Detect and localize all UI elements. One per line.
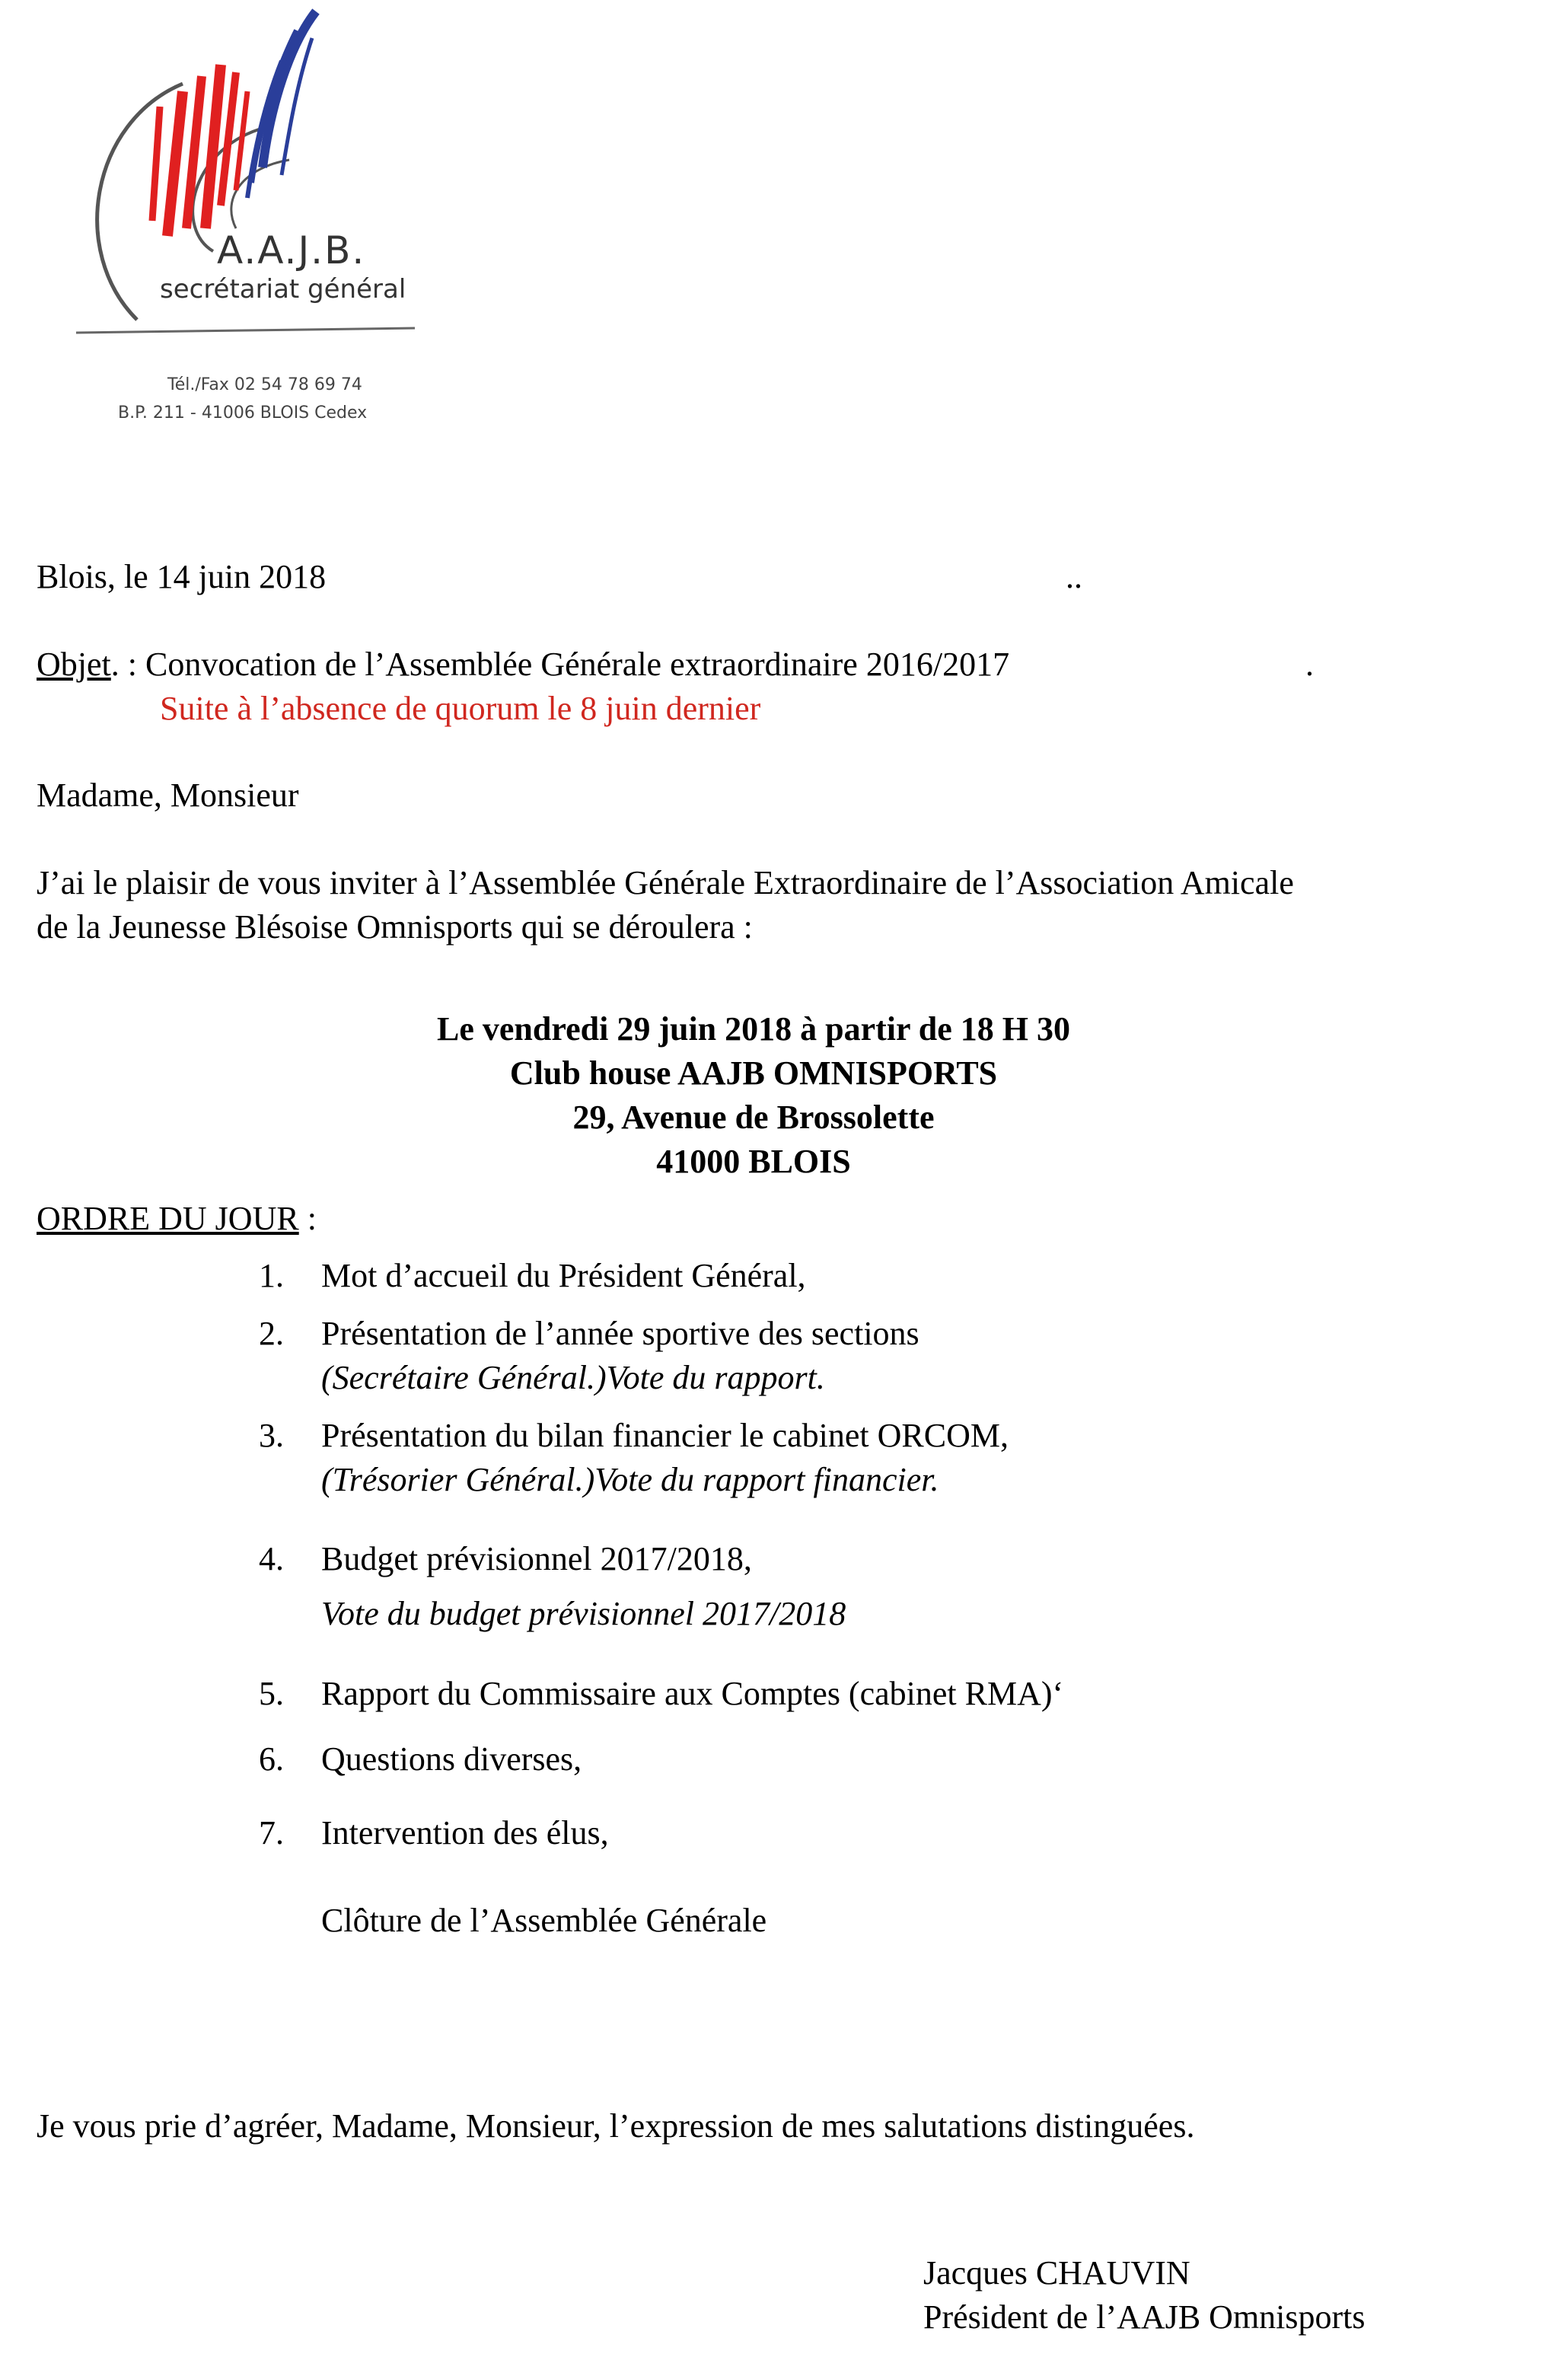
- signature-name: Jacques CHAUVIN: [923, 2254, 1190, 2292]
- agenda-title: ORDRE DU JOUR: [37, 1200, 299, 1237]
- org-name: A.A.J.B.: [217, 228, 366, 273]
- event-venue: Club house AAJB OMNISPORTS: [509, 1054, 998, 1092]
- agenda-item-number: 1.: [259, 1257, 284, 1294]
- agenda-item-number: 5.: [259, 1675, 284, 1712]
- agenda-item-3-sub: (Trésorier Général.)Vote du rapport financier.: [321, 1461, 939, 1498]
- subject-label: Objet: [37, 646, 111, 683]
- agenda-closing: Clôture de l’Assemblée Générale: [321, 1902, 767, 1939]
- intro-line-1: J’ai le plaisir de vous inviter à l’Assemblée Générale Extraordinaire de l’Association Amicale: [37, 864, 1294, 901]
- event-when: Le vendredi 29 juin 2018 à partir de 18 H 30: [437, 1010, 1070, 1048]
- agenda-item-6: [259, 1738, 582, 1781]
- agenda-item-number: 6.: [259, 1740, 284, 1778]
- agenda-item-2-sub: (Secrétaire Général.)Vote du rapport.: [321, 1359, 825, 1396]
- agenda-item-number: 7.: [259, 1814, 284, 1851]
- event-street: 29, Avenue de Brossolette: [572, 1099, 935, 1136]
- agenda-heading: [37, 1198, 317, 1240]
- subject-note: Suite à l’absence de quorum le 8 juin dernier: [160, 690, 761, 727]
- agenda-item-4: [259, 1538, 752, 1580]
- agenda-item-5: [259, 1673, 1063, 1715]
- intro-line-2: de la Jeunesse Blésoise Omnisports qui se déroulera :: [37, 908, 753, 946]
- agenda-item-1: [259, 1255, 806, 1297]
- salutation: Madame, Monsieur: [37, 777, 299, 814]
- agenda-item-7: [259, 1812, 609, 1855]
- agenda-item-text: Questions diverses,: [321, 1740, 582, 1778]
- subject-text: Convocation de l’Assemblée Générale extraordinaire 2016/2017: [145, 646, 1010, 683]
- closing-formula: Je vous prie d’agréer, Madame, Monsieur, l’expression de mes salutations distinguées.: [37, 2107, 1195, 2145]
- agenda-item-text: Budget prévisionnel 2017/2018,: [321, 1540, 752, 1577]
- signature-title: Président de l’AAJB Omnisports: [923, 2298, 1366, 2336]
- agenda-item-text: Présentation du bilan financier le cabinet ORCOM,: [321, 1417, 1009, 1454]
- event-city: 41000 BLOIS: [656, 1143, 851, 1180]
- subject-line: [37, 643, 1009, 686]
- agenda-item-3: [259, 1415, 1009, 1457]
- agenda-title-suffix: :: [298, 1200, 317, 1237]
- agenda-item-number: 3.: [259, 1417, 284, 1454]
- phone-fax: Tél./Fax 02 54 78 69 74: [167, 375, 362, 394]
- agenda-item-number: 2.: [259, 1315, 284, 1352]
- agenda-item-number: 4.: [259, 1540, 284, 1577]
- agenda-item-text: Présentation de l’année sportive des sections: [321, 1315, 919, 1352]
- agenda-item-text: Intervention des élus,: [321, 1814, 609, 1851]
- agenda-item-4-sub: Vote du budget prévisionnel 2017/2018: [321, 1595, 846, 1632]
- postal-address: B.P. 211 - 41006 BLOIS Cedex: [118, 403, 368, 423]
- subject-trailing: .: [1305, 646, 1314, 683]
- date-line: Blois, le 14 juin 2018: [37, 558, 327, 595]
- subject-separator: . :: [110, 646, 137, 683]
- agenda-item-text: Mot d’accueil du Président Général,: [321, 1257, 806, 1294]
- agenda-item-2: [259, 1312, 919, 1355]
- date-trailing: ..: [1066, 558, 1082, 595]
- agenda-item-text: Rapport du Commissaire aux Comptes (cabinet RMA)‘: [321, 1675, 1064, 1712]
- org-subtitle: secrétariat général: [160, 274, 406, 305]
